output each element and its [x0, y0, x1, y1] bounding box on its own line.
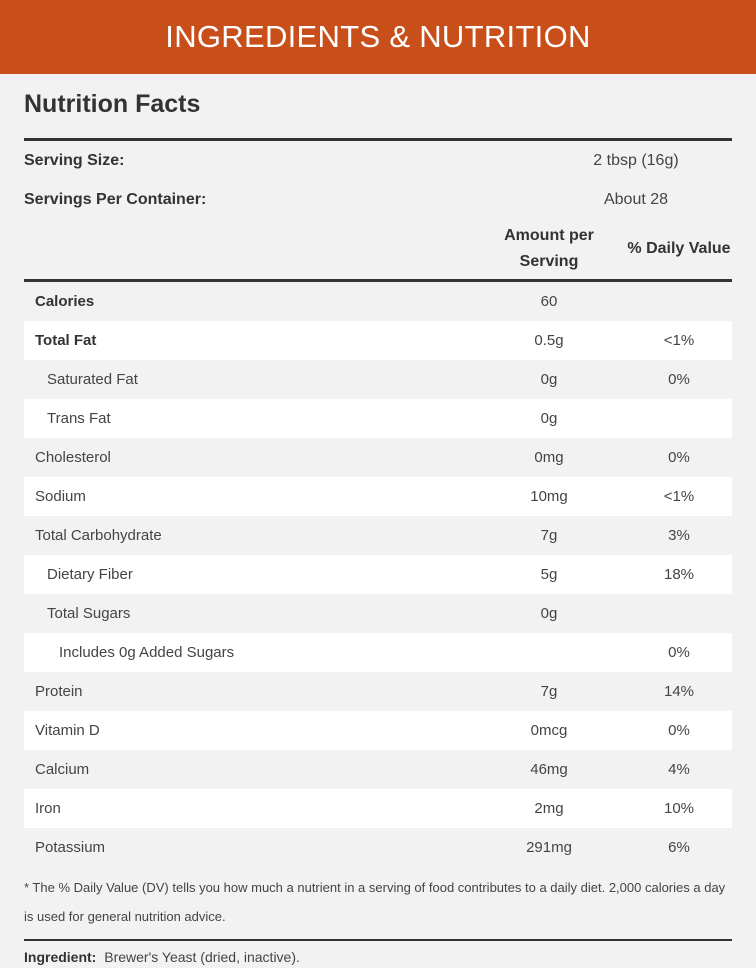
nutrient-name: Protein	[35, 683, 83, 700]
table-row	[24, 828, 732, 867]
nutrient-amount: 0.5g	[534, 332, 564, 349]
nutrient-daily-value: 0%	[668, 371, 690, 388]
ingredient-value: Brewer's Yeast (dried, inactive).	[104, 949, 300, 965]
nutrient-name: Sodium	[35, 488, 86, 505]
servings-per-container-label: Servings Per Container:	[24, 190, 207, 208]
nutrient-daily-value: 0%	[668, 722, 690, 739]
nutrient-name: Saturated Fat	[47, 371, 138, 388]
nutrient-amount: 0g	[540, 410, 558, 427]
ingredient-line	[24, 949, 732, 965]
nutrient-amount: 291mg	[526, 839, 572, 856]
nutrient-amount: 0g	[540, 371, 558, 388]
servings-per-container-value: About 28	[603, 190, 669, 208]
footnote-divider	[24, 939, 732, 941]
daily-value-footnote: * The % Daily Value (DV) tells you how much a nutrient in a serving of food contributes to a daily diet. 2,000 calories a day is used for general nutrition advice.	[24, 880, 726, 924]
nutrition-facts-title: Nutrition Facts	[24, 90, 201, 118]
nutrient-daily-value: 18%	[663, 566, 695, 583]
column-header-amount-line1: Amount per	[504, 227, 594, 244]
nutrient-name: Dietary Fiber	[47, 566, 133, 583]
nutrient-name: Total Fat	[35, 332, 97, 349]
table-row	[24, 438, 732, 477]
column-header-amount	[492, 223, 606, 275]
table-row	[24, 594, 732, 633]
serving-size-row	[24, 141, 732, 180]
banner-title: INGREDIENTS & NUTRITION	[165, 19, 591, 54]
column-header-daily-value: % Daily Value	[627, 240, 731, 257]
nutrient-name: Potassium	[35, 839, 106, 856]
nutrient-daily-value: 0%	[668, 449, 690, 466]
nutrient-daily-value: <1%	[663, 488, 695, 505]
nutrient-name: Calories	[35, 293, 95, 310]
serving-size-value: 2 tbsp (16g)	[593, 151, 679, 169]
nutrient-daily-value: <1%	[663, 332, 695, 349]
nutrient-amount: 0mg	[534, 449, 564, 466]
table-row	[24, 360, 732, 399]
nutrient-name: Iron	[35, 800, 61, 817]
nutrient-amount: 7g	[540, 527, 558, 544]
nutrient-daily-value: 6%	[668, 839, 690, 856]
nutrient-table	[24, 282, 732, 867]
nutrient-amount: 0mcg	[530, 722, 568, 739]
table-row	[24, 789, 732, 828]
table-row	[24, 555, 732, 594]
serving-size-label: Serving Size:	[24, 151, 125, 169]
servings-per-container-row	[24, 180, 732, 219]
table-row	[24, 321, 732, 360]
nutrient-daily-value: 4%	[668, 761, 690, 778]
nutrient-name: Cholesterol	[35, 449, 111, 466]
table-row	[24, 282, 732, 321]
nutrient-amount: 0g	[540, 605, 558, 622]
nutrient-daily-value: 10%	[663, 800, 695, 817]
table-row	[24, 672, 732, 711]
table-header	[24, 219, 732, 279]
nutrient-name: Calcium	[35, 761, 90, 778]
column-header-amount-line2: Serving	[519, 253, 579, 270]
nutrient-amount: 10mg	[530, 488, 568, 505]
nutrient-name: Trans Fat	[47, 410, 111, 427]
nutrient-amount: 5g	[540, 566, 558, 583]
nutrient-amount: 60	[540, 293, 558, 310]
nutrient-daily-value: 14%	[663, 683, 695, 700]
nutrient-name: Total Carbohydrate	[35, 527, 162, 544]
nutrient-amount: 46mg	[530, 761, 568, 778]
table-row	[24, 477, 732, 516]
nutrient-amount: 7g	[540, 683, 558, 700]
nutrient-daily-value: 3%	[668, 527, 690, 544]
nutrient-name: Includes 0g Added Sugars	[59, 644, 235, 661]
table-row	[24, 711, 732, 750]
ingredient-label: Ingredient:	[24, 949, 97, 965]
table-row	[24, 750, 732, 789]
section-banner	[0, 0, 756, 74]
table-row	[24, 399, 732, 438]
nutrient-name: Vitamin D	[35, 722, 100, 739]
table-row	[24, 516, 732, 555]
nutrition-facts-panel	[24, 74, 732, 965]
nutrient-daily-value: 0%	[668, 644, 690, 661]
nutrient-amount: 2mg	[534, 800, 564, 817]
table-row	[24, 633, 732, 672]
nutrient-name: Total Sugars	[47, 605, 131, 622]
